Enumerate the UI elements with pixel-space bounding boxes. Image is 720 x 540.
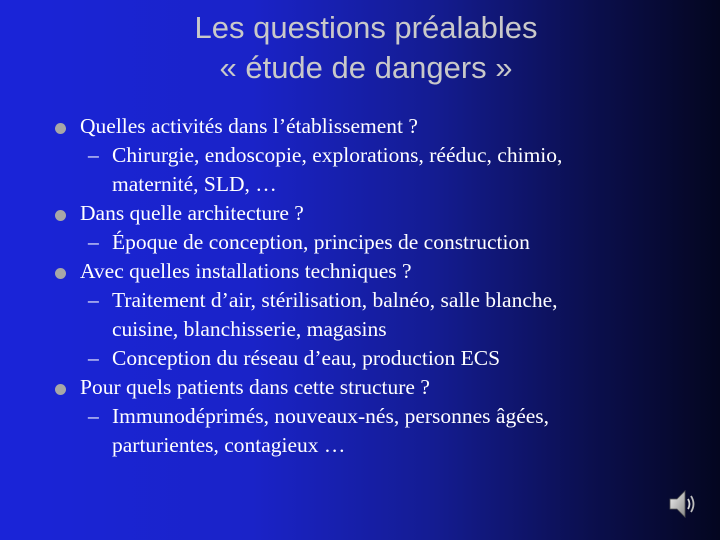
bullet-item xyxy=(0,199,700,228)
bullet-dot-icon xyxy=(55,384,66,395)
sub-bullet-text: parturientes, contagieux … xyxy=(112,433,346,457)
sub-bullet-item xyxy=(0,344,700,373)
sub-bullet-text: Chirurgie, endoscopie, explorations, rééduc, chimio, xyxy=(112,143,563,167)
bullet-text: Pour quels patients dans cette structure ? xyxy=(80,375,430,399)
bullet-text: Quelles activités dans l’établissement ? xyxy=(80,114,418,138)
sub-bullet-text: Immunodéprimés, nouveaux-nés, personnes âgées, xyxy=(112,404,550,428)
sub-bullet-text: Traitement d’air, stérilisation, balnéo, salle blanche, xyxy=(112,288,558,312)
sub-bullet-item xyxy=(0,141,700,199)
title-line-1: Les questions préalables xyxy=(194,10,538,45)
sub-bullet-text: Époque de conception, principes de construction xyxy=(112,230,530,254)
sub-bullet-item xyxy=(0,402,700,460)
sub-bullet-text: cuisine, blanchisserie, magasins xyxy=(112,317,387,341)
bullet-item xyxy=(0,257,700,286)
bullet-dot-icon xyxy=(55,210,66,221)
sub-bullet-item xyxy=(0,286,700,344)
sub-bullet-text: maternité, SLD, … xyxy=(112,172,277,196)
bullet-text: Avec quelles installations techniques ? xyxy=(80,259,412,283)
slide-title xyxy=(0,8,720,88)
bullet-item xyxy=(0,112,700,141)
dash-marker: – xyxy=(88,346,99,370)
sub-bullet-text: Conception du réseau d’eau, production ECS xyxy=(112,346,501,370)
bullet-dot-icon xyxy=(55,268,66,279)
bullet-dot-icon xyxy=(55,123,66,134)
bullet-text: Dans quelle architecture ? xyxy=(80,201,304,225)
bullet-list xyxy=(0,112,700,460)
dash-marker: – xyxy=(88,288,99,312)
speaker-icon[interactable] xyxy=(668,488,698,520)
sub-bullet-item xyxy=(0,228,700,257)
dash-marker: – xyxy=(88,404,99,428)
dash-marker: – xyxy=(88,143,99,167)
title-line-2: « étude de dangers » xyxy=(219,50,513,85)
bullet-item xyxy=(0,373,700,402)
dash-marker: – xyxy=(88,230,99,254)
